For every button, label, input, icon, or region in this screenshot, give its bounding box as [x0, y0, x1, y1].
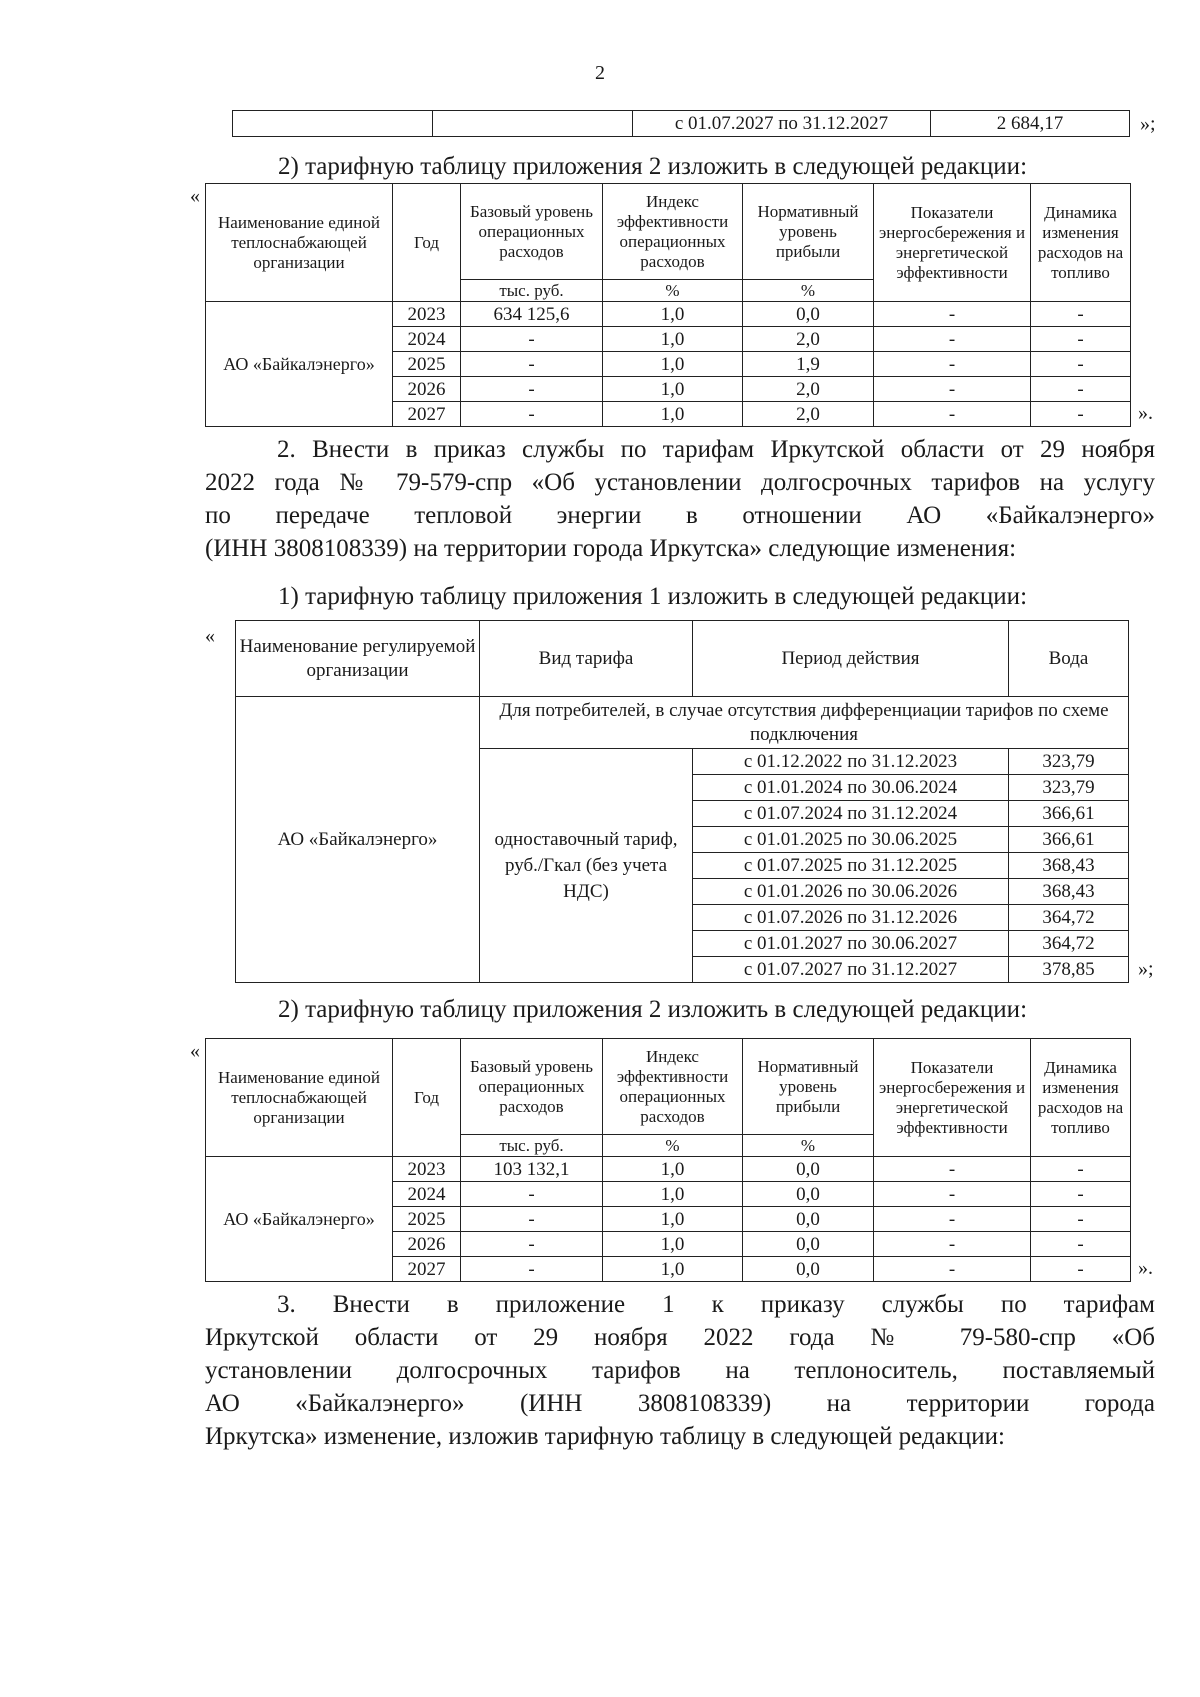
empty-cell [433, 111, 633, 137]
period-cell: с 01.07.2027 по 31.12.2027 [693, 957, 1009, 983]
year-cell: 2024 [393, 1182, 461, 1207]
water-value-cell: 364,72 [1009, 905, 1129, 931]
profit-cell: 0,0 [743, 1257, 874, 1282]
period-cell: с 01.01.2025 по 30.06.2025 [693, 827, 1009, 853]
unit-base: тыс. руб. [461, 280, 603, 302]
unit-index: % [603, 1135, 743, 1157]
section3-line: АО «Байкалэнерго» (ИНН 3808108339) на территории города [205, 1390, 1155, 1417]
fuel-cell: - [1031, 1232, 1131, 1257]
section2-line: 2022 года № 79-579-спр «Об установлении долгосрочных тарифов на услугу [205, 469, 1155, 496]
base-cell: - [461, 377, 603, 402]
closing-quote: ». [1138, 1257, 1153, 1279]
profit-cell: 1,9 [743, 352, 874, 377]
header-energy: Показатели энергосбережения и энергетической эффективности [874, 184, 1031, 302]
header-base: Базовый уровень операционных расходов [461, 184, 603, 280]
item1-heading: 1) тарифную таблицу приложения 1 изложить в следующей редакции: [278, 583, 1028, 610]
base-cell: - [461, 327, 603, 352]
header-profit: Нормативный уровень прибыли [743, 184, 874, 280]
base-cell: 634 125,6 [461, 302, 603, 327]
section3-paragraph [205, 1288, 1155, 1453]
item2-heading-second: 2) тарифную таблицу приложения 2 изложить в следующей редакции: [278, 996, 1028, 1023]
water-value-cell: 364,72 [1009, 931, 1129, 957]
unit-profit: % [743, 1135, 874, 1157]
consumers-cell: Для потребителей, в случае отсутствия дифференциации тарифов по схеме подключения [480, 697, 1129, 749]
index-cell: 1,0 [603, 1257, 743, 1282]
section3-line: установлении долгосрочных тарифов на теплоноситель, поставляемый [205, 1357, 1155, 1384]
profit-cell: 2,0 [743, 402, 874, 427]
page-number: 2 [595, 62, 605, 84]
header-period: Период действия [693, 621, 1009, 697]
period-cell: с 01.12.2022 по 31.12.2023 [693, 749, 1009, 775]
period-cell: с 01.07.2026 по 31.12.2026 [693, 905, 1009, 931]
tariff-table-2a [205, 183, 1131, 427]
period-cell: с 01.07.2027 по 31.12.2027 [633, 111, 931, 137]
year-cell: 2025 [393, 1207, 461, 1232]
fuel-cell: - [1031, 1182, 1131, 1207]
base-cell: 103 132,1 [461, 1157, 603, 1182]
water-value-cell: 378,85 [1009, 957, 1129, 983]
energy-cell: - [874, 327, 1031, 352]
header-org: Наименование регулируемой организации [236, 621, 480, 697]
section3-line: Иркутской области от 29 ноября 2022 года № 79-580-спр «Об [205, 1324, 1155, 1351]
year-cell: 2023 [393, 302, 461, 327]
unit-base: тыс. руб. [461, 1135, 603, 1157]
header-year: Год [393, 184, 461, 302]
closing-quote: ». [1138, 402, 1153, 424]
profit-cell: 0,0 [743, 1232, 874, 1257]
header-base: Базовый уровень операционных расходов [461, 1039, 603, 1135]
unit-index: % [603, 280, 743, 302]
opening-quote: « [190, 1040, 200, 1062]
year-cell: 2025 [393, 352, 461, 377]
energy-cell: - [874, 377, 1031, 402]
profit-cell: 0,0 [743, 1182, 874, 1207]
fuel-cell: - [1031, 377, 1131, 402]
water-value-cell: 366,61 [1009, 801, 1129, 827]
opening-quote: « [190, 185, 200, 207]
year-cell: 2024 [393, 327, 461, 352]
header-fuel: Динамика изменения расходов на топливо [1031, 184, 1131, 302]
energy-cell: - [874, 1257, 1031, 1282]
tariff-type-cell: одноставочный тариф, руб./Гкал (без учета НДС) [480, 749, 693, 983]
fuel-cell: - [1031, 402, 1131, 427]
closing-quote: »; [1140, 113, 1156, 135]
fuel-cell: - [1031, 302, 1131, 327]
index-cell: 1,0 [603, 302, 743, 327]
section3-line: 3. Внести в приложение 1 к приказу службы по тарифам [277, 1291, 1155, 1318]
index-cell: 1,0 [603, 327, 743, 352]
water-value-cell: 368,43 [1009, 853, 1129, 879]
index-cell: 1,0 [603, 1182, 743, 1207]
org-cell: АО «Байкалэнерго» [206, 302, 393, 427]
water-value-cell: 323,79 [1009, 775, 1129, 801]
index-cell: 1,0 [603, 1207, 743, 1232]
fuel-cell: - [1031, 352, 1131, 377]
energy-cell: - [874, 1207, 1031, 1232]
water-value-cell: 368,43 [1009, 879, 1129, 905]
base-cell: - [461, 1182, 603, 1207]
fuel-cell: - [1031, 1157, 1131, 1182]
section2-line: по передаче тепловой энергии в отношении АО «Байкалэнерго» [205, 502, 1155, 529]
value-cell: 2 684,17 [931, 111, 1130, 137]
header-org: Наименование единой теплоснабжающей организации [206, 184, 393, 302]
header-index: Индекс эффективности операционных расходов [603, 1039, 743, 1135]
top-continuation-row [232, 110, 1130, 137]
index-cell: 1,0 [603, 1232, 743, 1257]
base-cell: - [461, 402, 603, 427]
header-water: Вода [1009, 621, 1129, 697]
section2-line: 2. Внести в приказ службы по тарифам Иркутской области от 29 ноября [277, 436, 1155, 463]
energy-cell: - [874, 302, 1031, 327]
base-cell: - [461, 1257, 603, 1282]
period-cell: с 01.07.2025 по 31.12.2025 [693, 853, 1009, 879]
profit-cell: 2,0 [743, 327, 874, 352]
year-cell: 2026 [393, 1232, 461, 1257]
energy-cell: - [874, 402, 1031, 427]
year-cell: 2023 [393, 1157, 461, 1182]
index-cell: 1,0 [603, 377, 743, 402]
header-fuel: Динамика изменения расходов на топливо [1031, 1039, 1131, 1157]
period-cell: с 01.01.2024 по 30.06.2024 [693, 775, 1009, 801]
tariff-table-2b [205, 1038, 1131, 1282]
header-profit: Нормативный уровень прибыли [743, 1039, 874, 1135]
item2-heading: 2) тарифную таблицу приложения 2 изложить в следующей редакции: [278, 153, 1028, 180]
profit-cell: 2,0 [743, 377, 874, 402]
org-cell: АО «Байкалэнерго» [236, 697, 480, 983]
header-energy: Показатели энергосбережения и энергетической эффективности [874, 1039, 1031, 1157]
opening-quote: « [205, 625, 215, 647]
year-cell: 2027 [393, 1257, 461, 1282]
base-cell: - [461, 1207, 603, 1232]
base-cell: - [461, 352, 603, 377]
index-cell: 1,0 [603, 352, 743, 377]
period-cell: с 01.01.2027 по 30.06.2027 [693, 931, 1009, 957]
base-cell: - [461, 1232, 603, 1257]
section2-paragraph [205, 433, 1155, 565]
header-tariff-type: Вид тарифа [480, 621, 693, 697]
year-cell: 2026 [393, 377, 461, 402]
energy-cell: - [874, 1182, 1031, 1207]
water-value-cell: 323,79 [1009, 749, 1129, 775]
year-cell: 2027 [393, 402, 461, 427]
unit-profit: % [743, 280, 874, 302]
fuel-cell: - [1031, 1207, 1131, 1232]
header-index: Индекс эффективности операционных расходов [603, 184, 743, 280]
org-cell: АО «Байкалэнерго» [206, 1157, 393, 1282]
header-year: Год [393, 1039, 461, 1157]
period-cell: с 01.07.2024 по 31.12.2024 [693, 801, 1009, 827]
profit-cell: 0,0 [743, 302, 874, 327]
water-value-cell: 366,61 [1009, 827, 1129, 853]
section2-line: (ИНН 3808108339) на территории города Иркутска» следующие изменения: [205, 535, 1017, 562]
energy-cell: - [874, 1232, 1031, 1257]
tariff-table-1 [235, 620, 1129, 983]
fuel-cell: - [1031, 327, 1131, 352]
profit-cell: 0,0 [743, 1157, 874, 1182]
empty-cell [233, 111, 433, 137]
section3-line: Иркутска» изменение, изложив тарифную таблицу в следующей редакции: [205, 1423, 1005, 1450]
index-cell: 1,0 [603, 1157, 743, 1182]
header-org: Наименование единой теплоснабжающей организации [206, 1039, 393, 1157]
energy-cell: - [874, 1157, 1031, 1182]
energy-cell: - [874, 352, 1031, 377]
closing-quote: »; [1138, 958, 1154, 980]
period-cell: с 01.01.2026 по 30.06.2026 [693, 879, 1009, 905]
profit-cell: 0,0 [743, 1207, 874, 1232]
fuel-cell: - [1031, 1257, 1131, 1282]
index-cell: 1,0 [603, 402, 743, 427]
